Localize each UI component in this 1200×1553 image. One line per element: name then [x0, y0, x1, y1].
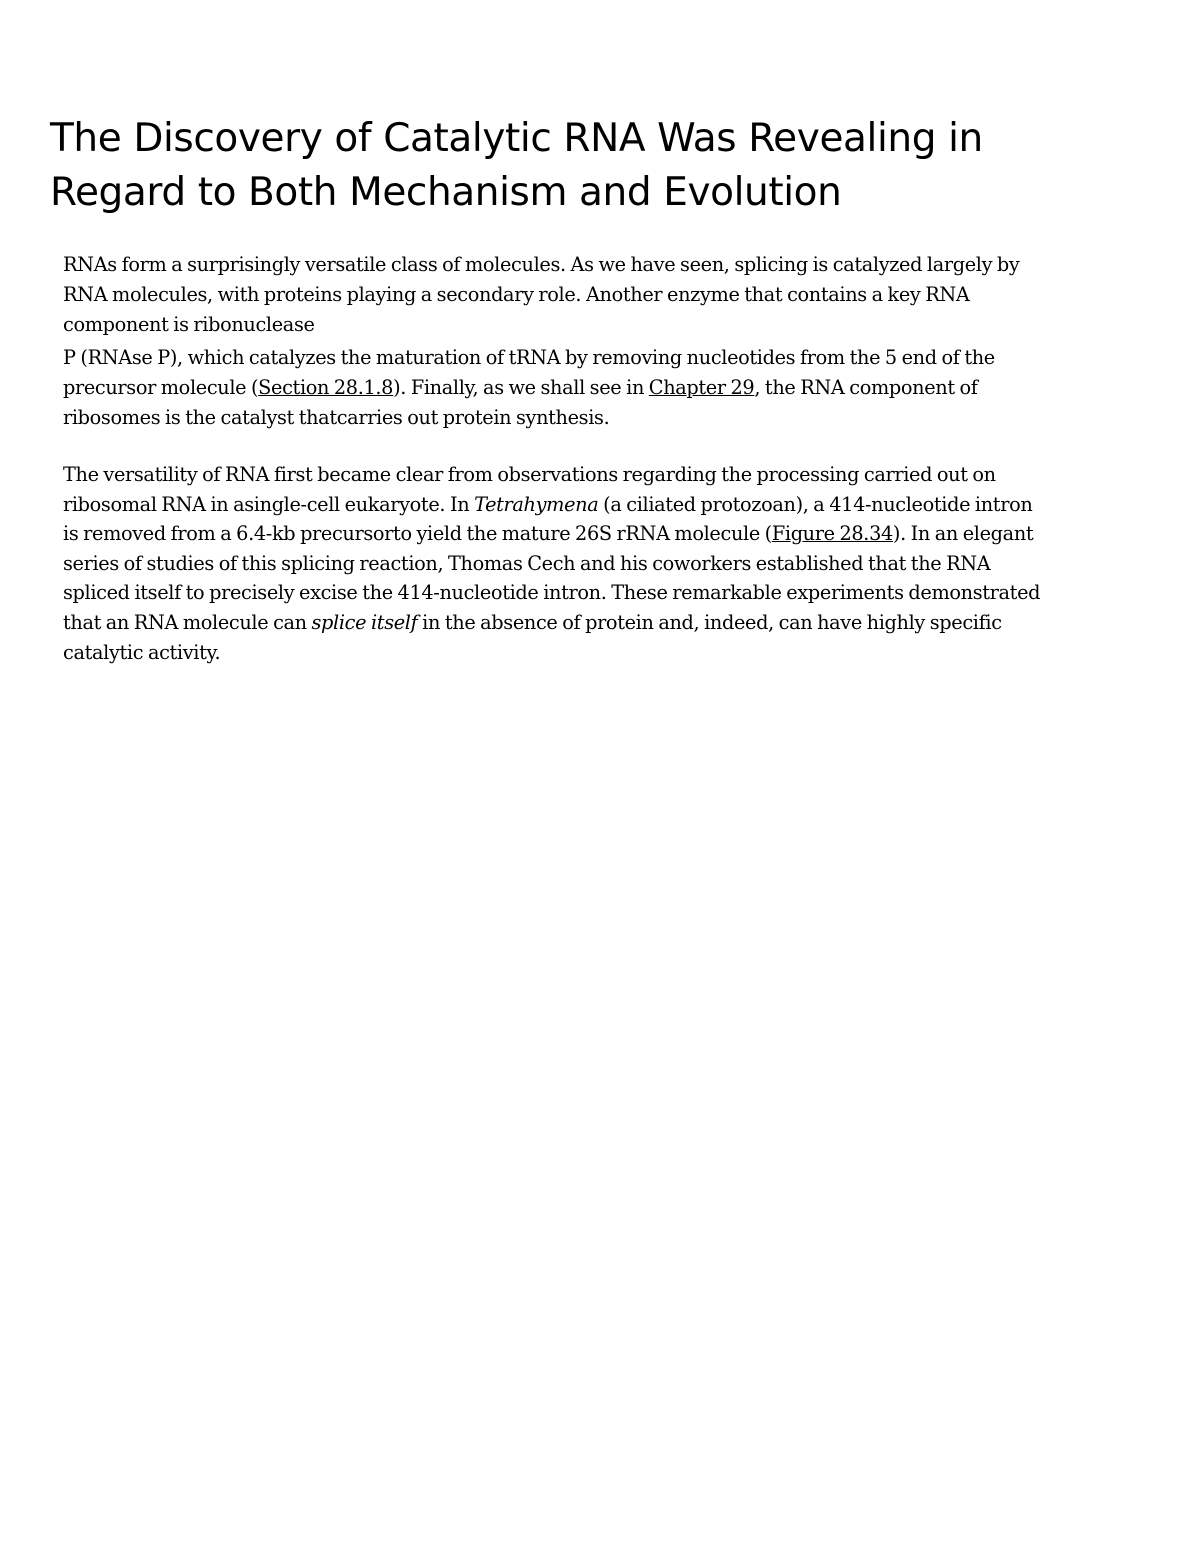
- paragraph-3-line-4: series of studies of this splicing reaction, Thomas Cech and his coworkers established that the RNA: [63, 551, 991, 575]
- paragraph-3-line-2: [63, 490, 1133, 520]
- paragraph-2-line-2: [63, 373, 1133, 403]
- paragraph-2-line-1: P (RNAse P), which catalyzes the maturation of tRNA by removing nucleotides from the 5 end of the: [63, 346, 995, 369]
- paragraph-2: [63, 343, 1133, 433]
- paragraph-3-line-1: The versatility of RNA first became clear from observations regarding the processing carried out on: [63, 463, 996, 486]
- figure-link[interactable]: Figure 28.34: [771, 522, 893, 546]
- paragraph-3-line-3: [63, 519, 1133, 549]
- paragraph-2-line-3: ribosomes is the catalyst thatcarries out protein synthesis.: [63, 406, 610, 429]
- paragraph-2-text: precursor molecule (: [63, 376, 259, 399]
- section-link[interactable]: Section 28.1.8: [258, 376, 394, 399]
- paragraph-1: [63, 250, 1133, 340]
- page-title: [50, 112, 1150, 220]
- paragraph-1-line-2: RNA molecules, with proteins playing a secondary role. Another enzyme that contains a key RNA: [63, 283, 970, 306]
- paragraph-3-text: ). In an elegant: [892, 522, 1034, 546]
- paragraph-3: [63, 460, 1133, 667]
- paragraph-3-text: ribosomal RNA in asingle-cell eukaryote. In: [63, 492, 475, 516]
- paragraph-3-line-7: catalytic activity.: [63, 640, 221, 664]
- emphasis-text: splice itself: [311, 610, 418, 634]
- paragraph-2-text: , the RNA component of: [754, 376, 978, 399]
- paragraph-3-line-5: spliced itself to precisely excise the 414-nucleotide intron. These remarkable experiments demonstrated: [63, 581, 1041, 605]
- title-line-2: Regard to Both Mechanism and Evolution: [50, 170, 842, 215]
- title-line-1: The Discovery of Catalytic RNA Was Revealing in: [50, 116, 983, 161]
- paragraph-2-text: ). Finally, as we shall see in: [393, 376, 649, 399]
- organism-name: Tetrahymena: [474, 492, 599, 516]
- paragraph-3-line-6: [63, 608, 1133, 638]
- paragraph-1-line-1: RNAs form a surprisingly versatile class of molecules. As we have seen, splicing is catalyzed largely by: [63, 253, 1020, 276]
- paragraph-3-text: in the absence of protein and, indeed, can have highly specific: [417, 610, 1002, 634]
- paragraph-3-text: that an RNA molecule can: [63, 610, 312, 634]
- paragraph-1-line-3: component is ribonuclease: [63, 313, 315, 336]
- paragraph-3-text: is removed from a 6.4-kb precursorto yield the mature 26S rRNA molecule (: [63, 522, 772, 546]
- paragraph-3-text: (a ciliated protozoan), a 414-nucleotide intron: [598, 492, 1033, 516]
- chapter-link[interactable]: Chapter 29: [648, 376, 755, 399]
